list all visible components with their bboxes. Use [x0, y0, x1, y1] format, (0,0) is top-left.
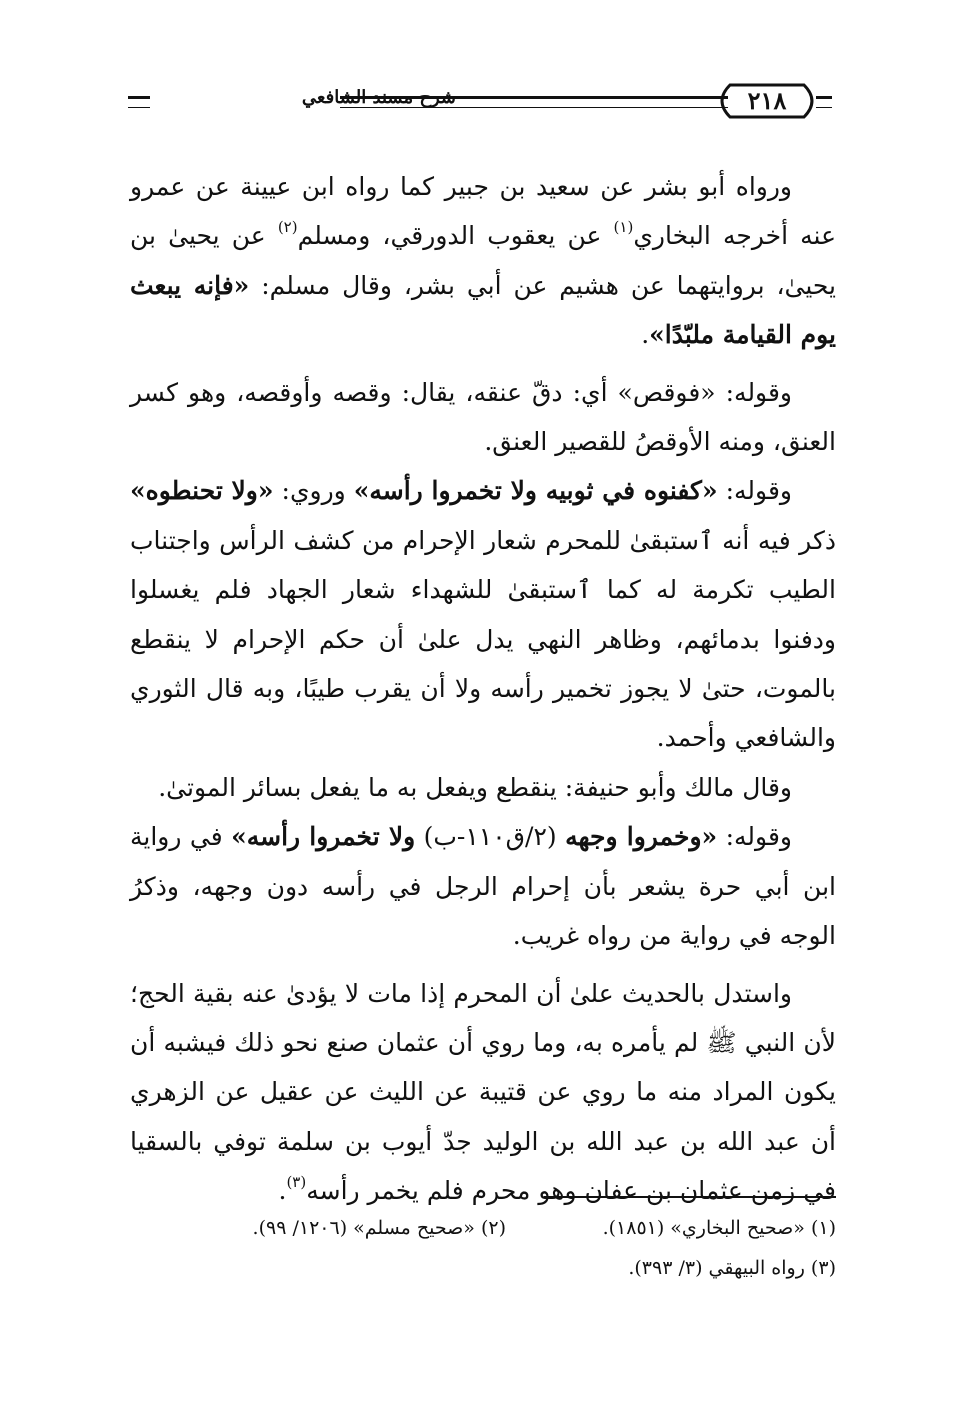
paragraph [130, 763, 836, 812]
text-run: وقال مالك وأبو حنيفة: ينقطع ويفعل به ما يفعل بسائر الموتىٰ. [158, 772, 792, 802]
paragraph [130, 969, 836, 1216]
text-run: ذكر فيه أنه ٱستبقىٰ للمحرم شعار الإحرام من كشف الرأس واجتناب الطيب تكرمة له كما ٱستبقىٰ للشهداء شعار الجهاد فلم يغسلوا ودفنوا بدمائهم، وظاهر النهي يدل علىٰ أن حكم الإحرام لا ينقطع بالموت، حتىٰ لا يجوز تخمير رأسه ولا أن يقرب طيبًا، وبه قال الثوري والشافعي وأحمد. [130, 525, 836, 753]
text-run: في رواية ابن أبي حرة يشعر بأن إحرام الرجل في رأسه دون وجهه، وذكرُ الوجه في رواية من رواه غريب. [130, 822, 836, 951]
text-run: وقوله: [717, 822, 792, 852]
text-run: وقوله: [717, 476, 792, 506]
footnote-marker: (١) [613, 218, 634, 237]
text-run: عن يعقوب الدورقي، ومسلم [297, 221, 614, 251]
text-run: . [641, 320, 650, 350]
footnote-separator [544, 1196, 836, 1198]
header-rule-right [816, 96, 832, 108]
text-run: وروي: [273, 476, 354, 506]
header-rule-middle [340, 96, 728, 108]
page-number: ٢١٨ [747, 86, 787, 115]
main-text [130, 162, 836, 1216]
hadith-quote: «ولا تحنطوه» [130, 476, 274, 506]
footnote-2: (٢) «صحيح مسلم» (١٢٠٦/ ٩٩). [252, 1217, 506, 1239]
text-run: (٢/ق١١٠-ب) [415, 822, 566, 852]
footnote-marker: (٣) [286, 1173, 307, 1192]
hadith-quote: ولا تخمروا رأسه» [231, 822, 416, 852]
hadith-quote: «فإنه يبعث يوم القيامة ملبّدًا» [130, 270, 836, 350]
paragraph [130, 368, 836, 467]
footnotes [130, 1208, 836, 1288]
hadith-quote: «وخمروا وجهه [565, 822, 718, 852]
text-run: وقوله: «فوقص» أي: دقّ عنقه، يقال: وقصه وأوقصه، وهو كسر العنق، ومنه الأوقصُ للقصير العنق. [130, 377, 836, 457]
text-run: عن يحيىٰ بن يحيىٰ، بروايتهما عن هشيم عن أبي بشر، وقال مسلم: [130, 221, 836, 300]
text-run: واستدل بالحديث علىٰ أن المحرم إذا مات لا يؤدىٰ عنه بقية الحج؛ لأن النبي ﷺ لم يأمره به، وما روي أن عثمان صنع نحو ذلك فيشبه أن يكون المراد منه ما روي عن قتيبة عن الليث عن عقيل عن الزهري أن عبد الله بن عبد الله بن الوليد جدّ أيوب بن سلمة توفي بالسقيا في زمن عثمان بن عفان وهو محرم فلم يخمر رأسه [130, 978, 836, 1206]
text-run: ورواه أبو بشر عن سعيد بن جبير كما رواه ابن عيينة عن عمرو عنه أخرجه البخاري [130, 172, 837, 251]
paragraph [130, 812, 836, 960]
header-rule-left [128, 96, 150, 108]
footnote-marker: (٢) [277, 218, 298, 237]
paragraph [130, 162, 836, 360]
paragraph [130, 466, 836, 762]
footnote-1: (١) «صحيح البخاري» (١٨٥١). [602, 1217, 836, 1239]
hadith-quote: «كفنوه في ثوبيه ولا تخمروا رأسه» [353, 476, 718, 506]
footnote-3: (٣) رواه البيهقي (٣/ ٣٩٣). [628, 1257, 836, 1279]
book-title: شرح مسند الشافعي [301, 87, 456, 108]
running-header [128, 82, 832, 128]
text-run: . [278, 1176, 287, 1206]
footnote-row [130, 1208, 836, 1248]
page-number-badge [712, 82, 822, 120]
